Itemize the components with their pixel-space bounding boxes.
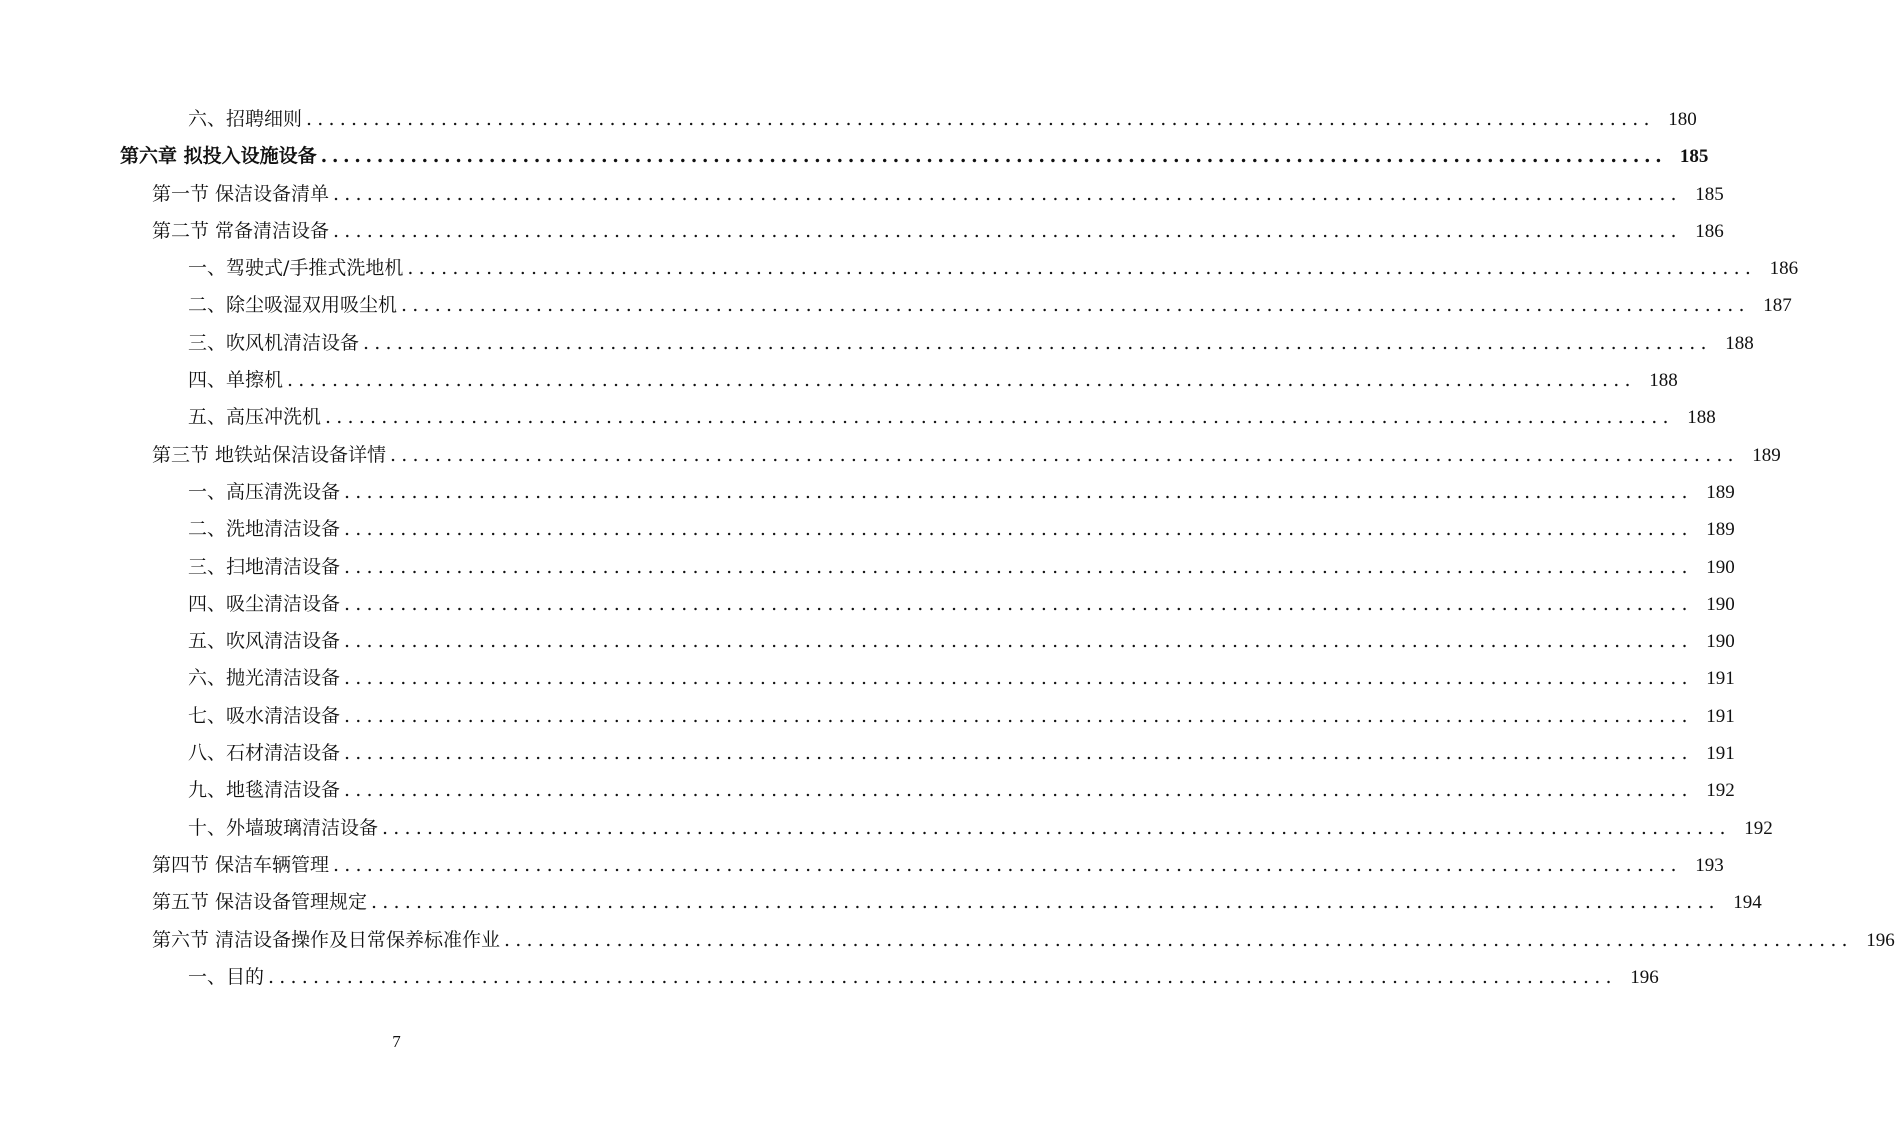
toc-entry-title: 一、目的 (188, 965, 265, 988)
toc-entry-page: 192 (1744, 817, 1773, 839)
toc-entry[interactable] (0, 287, 1792, 324)
toc-dot-leader: ........................................................................................................................ (390, 443, 1739, 466)
toc-dot-leader: ........................................................................................................................ (504, 928, 1853, 951)
toc-entry-page: 189 (1706, 481, 1735, 503)
toc-entry[interactable] (0, 586, 1735, 623)
toc-entry-page: 191 (1706, 743, 1735, 765)
toc-entry-page: 188 (1687, 407, 1716, 429)
toc-entry-page: 185 (1679, 146, 1709, 168)
toc-entry-title: 第六节 清洁设备操作及日常保养标准作业 (152, 928, 501, 951)
toc-entry-page: 188 (1725, 332, 1754, 354)
toc-entry[interactable] (0, 623, 1735, 660)
toc-entry-page: 185 (1695, 183, 1724, 205)
page-number: 7 (392, 1032, 401, 1051)
toc-entry-title: 三、吹风机清洁设备 (188, 331, 360, 354)
toc-entry[interactable] (0, 772, 1735, 809)
toc-entry-page: 186 (1695, 220, 1724, 242)
toc-dot-leader: ........................................................................................................................ (320, 145, 1667, 168)
table-of-contents (0, 101, 1895, 996)
toc-entry[interactable] (0, 325, 1754, 362)
toc-entry-title: 七、吸水清洁设备 (188, 704, 341, 727)
toc-entry-page: 187 (1763, 295, 1792, 317)
toc-entry-title: 第二节 常备清洁设备 (152, 219, 330, 242)
toc-entry[interactable] (0, 511, 1735, 548)
toc-dot-leader: ........................................................................................................................ (407, 257, 1757, 280)
toc-entry-page: 190 (1706, 593, 1735, 615)
toc-dot-leader: ........................................................................................................................ (344, 518, 1693, 541)
toc-entry[interactable] (0, 660, 1735, 697)
toc-entry-page: 191 (1706, 705, 1735, 727)
toc-entry[interactable] (0, 399, 1716, 436)
toc-dot-leader: ........................................................................................................................ (344, 555, 1693, 578)
toc-dot-leader: ........................................................................................................................ (325, 406, 1674, 429)
toc-entry[interactable] (0, 250, 1799, 287)
toc-entry[interactable] (0, 959, 1659, 996)
toc-dot-leader: ........................................................................................................................ (268, 965, 1617, 988)
toc-dot-leader: ........................................................................................................................ (344, 630, 1693, 653)
toc-entry-title: 四、单擦机 (188, 369, 284, 392)
toc-entry-title: 九、地毯清洁设备 (188, 779, 341, 802)
toc-dot-leader: ........................................................................................................................ (344, 480, 1693, 503)
toc-entry-page: 191 (1706, 668, 1735, 690)
toc-dot-leader: ........................................................................................................................ (306, 108, 1655, 130)
toc-entry[interactable] (0, 437, 1781, 474)
toc-entry[interactable] (0, 549, 1735, 586)
toc-entry[interactable] (0, 847, 1724, 884)
toc-entry-title: 五、高压冲洗机 (188, 406, 322, 429)
toc-dot-leader: ........................................................................................................................ (333, 219, 1682, 242)
toc-entry-title: 一、驾驶式/手推式洗地机 (188, 257, 404, 280)
toc-entry[interactable] (0, 101, 1697, 138)
toc-entry-page: 196 (1630, 966, 1659, 988)
toc-entry-page: 189 (1752, 444, 1781, 466)
toc-entry-title: 二、洗地清洁设备 (188, 518, 341, 541)
toc-entry-title: 六、招聘细则 (188, 108, 303, 130)
toc-entry-page: 189 (1706, 519, 1735, 541)
toc-entry[interactable] (0, 884, 1762, 921)
toc-entry-title: 五、吹风清洁设备 (188, 630, 341, 653)
toc-entry-page: 192 (1706, 780, 1735, 802)
toc-entry-title: 第五节 保洁设备管理规定 (152, 891, 368, 914)
toc-entry-title: 四、吸尘清洁设备 (188, 592, 341, 615)
toc-entry[interactable] (0, 474, 1735, 511)
toc-entry-page: 196 (1866, 929, 1895, 951)
toc-entry-page: 190 (1706, 556, 1735, 578)
toc-dot-leader: ........................................................................................................................ (344, 742, 1693, 765)
toc-dot-leader: ........................................................................................................................ (287, 369, 1636, 392)
toc-entry-page: 180 (1668, 109, 1697, 130)
toc-dot-leader: ........................................................................................................................ (382, 816, 1731, 839)
toc-dot-leader: ........................................................................................................................ (333, 853, 1682, 876)
toc-entry[interactable] (0, 922, 1895, 959)
toc-entry-page: 193 (1695, 854, 1724, 876)
toc-entry[interactable] (0, 138, 1709, 175)
toc-entry-title: 三、扫地清洁设备 (188, 555, 341, 578)
toc-dot-leader: ........................................................................................................................ (344, 592, 1693, 615)
toc-entry[interactable] (0, 213, 1724, 250)
toc-entry[interactable] (0, 698, 1735, 735)
toc-entry-title: 第六章 拟投入设施设备 (120, 145, 317, 168)
toc-entry[interactable] (0, 176, 1724, 213)
toc-entry-title: 第三节 地铁站保洁设备详情 (152, 443, 387, 466)
toc-entry-page: 188 (1649, 370, 1678, 392)
toc-entry-title: 二、除尘吸湿双用吸尘机 (188, 294, 398, 317)
toc-dot-leader: ........................................................................................................................ (401, 294, 1750, 317)
toc-entry-title: 第一节 保洁设备清单 (152, 182, 330, 205)
toc-entry-title: 六、抛光清洁设备 (188, 667, 341, 690)
toc-entry[interactable] (0, 735, 1735, 772)
toc-dot-leader: ........................................................................................................................ (344, 704, 1693, 727)
toc-dot-leader: ........................................................................................................................ (363, 331, 1712, 354)
toc-dot-leader: ........................................................................................................................ (344, 667, 1693, 690)
toc-entry-page: 190 (1706, 631, 1735, 653)
toc-entry[interactable] (0, 810, 1773, 847)
toc-dot-leader: ........................................................................................................................ (333, 182, 1682, 205)
toc-entry-title: 第四节 保洁车辆管理 (152, 853, 330, 876)
toc-entry-page: 194 (1733, 892, 1762, 914)
toc-entry-title: 十、外墙玻璃清洁设备 (188, 816, 379, 839)
toc-entry[interactable] (0, 362, 1678, 399)
toc-dot-leader: ........................................................................................................................ (371, 891, 1720, 914)
toc-entry-title: 八、石材清洁设备 (188, 742, 341, 765)
toc-entry-page: 186 (1769, 258, 1799, 280)
toc-dot-leader: ........................................................................................................................ (344, 779, 1693, 802)
toc-entry-title: 一、高压清洗设备 (188, 480, 341, 503)
